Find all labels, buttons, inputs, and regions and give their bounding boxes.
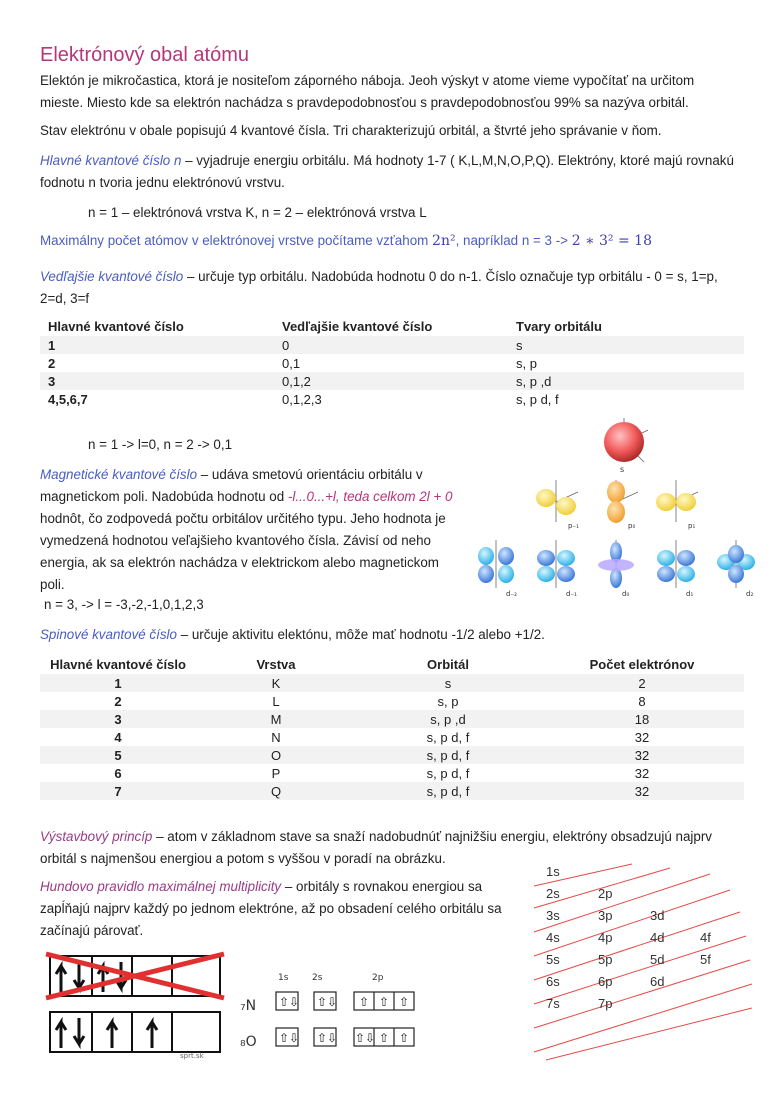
table-cell: s, p d, f xyxy=(426,729,470,745)
aufbau-cell: 7p xyxy=(598,996,613,1011)
table-row xyxy=(40,728,744,746)
spin-label: Spinové kvantové číslo xyxy=(40,627,177,642)
table-header: Vrstva xyxy=(256,656,296,672)
aufbau-text: – atom v základnom stave sa snaží nadobudnúť najnižšiu energiu, elektróny obsadzujú najprv orbitál s najmenšou energiou a potom s vyššou v poradí na obrázku. xyxy=(40,829,712,866)
table-cell: 3 xyxy=(40,710,196,728)
aufbau-cell: 4p xyxy=(598,930,613,945)
table-cell: 32 xyxy=(634,765,650,781)
table-cell: 2 xyxy=(540,674,744,692)
aufbau-cell: 3s xyxy=(546,908,560,923)
orbital-label-d: d₋₁ xyxy=(566,590,577,598)
table-header-row xyxy=(40,654,744,674)
orbital-box-diagram xyxy=(236,966,426,1056)
table-cell: 7 xyxy=(40,782,196,800)
svg-text:⇧⇩: ⇧⇩ xyxy=(317,1031,338,1045)
intro-paragraph-1: Elektón je mikročastica, ktorá je nositeľom záporného náboja. Jeoh výskyt v atome vieme vypočítať na určitom mieste. Miesto kde sa elektrón nachádza s pravdepodobnosťou s pravdepodobnosťou 99% sa nazýva orbitál. xyxy=(40,73,695,110)
svg-text:⇧⇩: ⇧⇩ xyxy=(279,995,300,1009)
table-cell: 1 xyxy=(40,674,196,692)
intro-paragraph-2: Stav elektrónu v obale popisujú 4 kvantové čísla. Tri charakterizujú orbitál, a štvrté jeho správanie v ňom. xyxy=(40,123,662,138)
table-cell: 0 xyxy=(274,336,508,354)
orbital-label-p: p₁ xyxy=(688,522,696,530)
element-label: ₈O xyxy=(240,1034,257,1050)
aufbau-cell: 1s xyxy=(546,864,560,879)
s-orbital-icon xyxy=(604,422,644,462)
aufbau-cell: 6d xyxy=(650,974,665,989)
max-electrons-paragraph xyxy=(40,230,740,252)
table-cell: 1 xyxy=(40,336,274,354)
table-cell: P xyxy=(271,765,281,781)
table-header: Orbitál xyxy=(427,656,469,672)
orbital-label-p: p₀ xyxy=(628,522,636,530)
table-cell: 3 xyxy=(40,372,274,390)
watermark: sprt.sk xyxy=(180,1052,204,1060)
magnetic-example: n = 3, -> l = -3,-2,-1,0,1,2,3 xyxy=(44,597,204,612)
page-title: Elektrónový obal atómu xyxy=(40,44,250,66)
table-cell: 32 xyxy=(540,746,744,764)
table-row xyxy=(40,674,744,692)
aufbau-arrows xyxy=(534,864,752,1060)
table-row xyxy=(40,336,744,354)
secondary-paragraph xyxy=(40,266,740,310)
svg-text:⇧: ⇧ xyxy=(399,995,410,1009)
table-cell: s, p d, f xyxy=(516,391,559,407)
table-cell: M xyxy=(196,710,356,728)
orbital-label-d: d₂ xyxy=(746,590,754,598)
orbital-shapes-figure xyxy=(470,412,782,602)
table-cell: 18 xyxy=(540,710,744,728)
aufbau-cell: 3d xyxy=(650,908,665,923)
aufbau-cell: 4d xyxy=(650,930,665,945)
table-header: Hlavné kvantové číslo xyxy=(48,318,184,334)
p-0-orbital-icon xyxy=(607,481,625,523)
aufbau-label: Výstavbový princíp xyxy=(40,829,153,844)
table-cell: s, p xyxy=(437,693,459,709)
table-cell: 32 xyxy=(634,729,650,745)
hund-text: – orbitály s rovnakou energiou sa zapĺňajú najprv každý po jednom elektróne, až po obsadení celého orbitálu sa začínajú párovať. xyxy=(40,879,502,938)
table-header: Vedľajšie kvantové číslo xyxy=(282,318,433,334)
svg-text:⇧: ⇧ xyxy=(379,1031,390,1045)
secondary-label: Vedľajšie kvantové číslo xyxy=(40,269,184,284)
table-cell: s xyxy=(356,674,540,692)
table-row xyxy=(40,782,744,800)
svg-text:⇧: ⇧ xyxy=(399,1031,410,1045)
secondary-text: – určuje typ orbitálu. Nadobúda hodnotu 0 do n-1. Číslo označuje typ orbitálu - 0 = s, 1=p, 2=d, 3=f xyxy=(40,269,718,306)
table-row xyxy=(40,390,744,408)
orbital-label-p: p₋₁ xyxy=(568,522,579,530)
table-cell: 4,5,6,7 xyxy=(48,391,88,407)
table-cell: 0,1,2,3 xyxy=(282,391,322,407)
max-example: , napríklad n = 3 -> xyxy=(455,233,572,248)
table-row xyxy=(40,372,744,390)
orbital-label-d: d₀ xyxy=(622,590,630,598)
spin-text: – určuje aktivitu elektónu, môže mať hodnotu -1/2 alebo +1/2. xyxy=(176,627,545,642)
table-cell: s, p d, f xyxy=(356,746,540,764)
orbital-label-d: d₋₂ xyxy=(506,590,517,598)
orbital-label-d: d₁ xyxy=(686,590,694,598)
aufbau-cell: 7s xyxy=(546,996,560,1011)
element-label: ₇N xyxy=(240,998,257,1014)
layers-table xyxy=(40,654,744,800)
principal-example: n = 1 – elektrónová vrstva K, n = 2 – elektrónová vrstva L xyxy=(88,205,427,220)
box-arrows xyxy=(279,995,409,1045)
table-row xyxy=(40,354,744,372)
table-row xyxy=(40,764,744,782)
table-cell: O xyxy=(196,746,356,764)
table-cell: L xyxy=(272,693,280,709)
magnetic-range: -l...0...+l, teda celkom 2l + 0 xyxy=(287,489,453,504)
spin-paragraph xyxy=(40,624,740,646)
aufbau-cell: 5d xyxy=(650,952,665,967)
hund-paragraph xyxy=(40,876,510,942)
table-header: Hlavné kvantové číslo xyxy=(50,656,186,672)
table-header: Tvary orbitálu xyxy=(516,318,602,334)
table-cell: 32 xyxy=(540,782,744,800)
box-header: 2s xyxy=(312,973,323,983)
table-cell: s, p ,d xyxy=(508,372,744,390)
table-row xyxy=(40,746,744,764)
secondary-example: n = 1 -> l=0, n = 2 -> 0,1 xyxy=(88,437,233,452)
svg-text:⇧: ⇧ xyxy=(379,995,390,1009)
table-cell: 2 xyxy=(48,355,56,371)
box-header: 2p xyxy=(372,973,384,983)
magnetic-text-1: – udáva smetovú orientáciu orbitálu v magnetickom poli. Nadobúda hodnotu od xyxy=(40,467,423,504)
table-cell: N xyxy=(271,729,281,745)
table-cell: s, p ,d xyxy=(356,710,540,728)
table-cell: 6 xyxy=(114,765,122,781)
aufbau-cell: 5p xyxy=(598,952,613,967)
wrong-cross-icon xyxy=(46,954,224,998)
table-cell: 0,1,2 xyxy=(274,372,508,390)
aufbau-cell: 5s xyxy=(546,952,560,967)
table-cell: s xyxy=(508,336,744,354)
hund-rule-figure xyxy=(44,950,230,1060)
table-cell: 4 xyxy=(114,729,122,745)
table-cell: 0,1 xyxy=(282,355,301,371)
principal-label: Hlavné kvantové číslo n xyxy=(40,153,182,168)
d-0-orbital-icon xyxy=(598,542,634,588)
svg-text:⇧⇩: ⇧⇩ xyxy=(355,1031,376,1045)
magnetic-label: Magnetické kvantové číslo xyxy=(40,467,198,482)
svg-text:⇧⇩: ⇧⇩ xyxy=(317,995,338,1009)
table-cell: Q xyxy=(196,782,356,800)
aufbau-cell: 2s xyxy=(546,886,560,901)
svg-text:⇧⇩: ⇧⇩ xyxy=(279,1031,300,1045)
box-header: 1s xyxy=(278,973,289,983)
max-formula: 2n² xyxy=(432,233,456,249)
aufbau-cell: 4s xyxy=(546,930,560,945)
aufbau-cell: 4f xyxy=(700,930,711,945)
principal-text: – vyjadruje energiu orbitálu. Má hodnoty 1-7 ( K,L,M,N,O,P,Q). Elektróny, ktoré majú rovnakú fodnotu n tvoria jednu elektrónovú vrstvu. xyxy=(40,153,734,190)
table-row xyxy=(40,710,744,728)
hund-label: Hundovo pravidlo maximálnej multiplicity xyxy=(40,879,282,894)
table-cell: 8 xyxy=(638,693,646,709)
table-cell: 2 xyxy=(114,693,122,709)
magnetic-text-2: hodnôt, čo zodpovedá počtu orbitálov určitého typu. Jeho hodnota je vymedzená hodnotou veľajšieho kvantového čísla. Závisí od neho energia, ak sa elektrón nachádza v elektrickom alebo magnetickom poli. xyxy=(40,511,446,592)
table-row xyxy=(40,692,744,710)
aufbau-cell: 3p xyxy=(598,908,613,923)
table-cell: 5 xyxy=(40,746,196,764)
svg-text:⇧: ⇧ xyxy=(359,995,370,1009)
principal-paragraph xyxy=(40,150,740,194)
aufbau-cell: 2p xyxy=(598,886,613,901)
table-cell: s, p d, f xyxy=(356,782,540,800)
orbital-label-s: s xyxy=(620,465,625,474)
table-cell: s, p d, f xyxy=(426,765,470,781)
aufbau-cell: 6p xyxy=(598,974,613,989)
aufbau-cell: 5f xyxy=(700,952,711,967)
aufbau-diagram xyxy=(520,860,760,1070)
table-header-row xyxy=(40,316,744,336)
max-text: Maximálny počet atómov v elektrónovej vrstve počítame vzťahom xyxy=(40,233,433,248)
table-header: Počet elektrónov xyxy=(589,656,695,672)
magnetic-paragraph xyxy=(40,464,454,596)
aufbau-cell: 6s xyxy=(546,974,560,989)
secondary-table xyxy=(40,316,744,408)
max-calc: 2 ∗ 3² = 18 xyxy=(571,233,652,249)
table-cell: s, p xyxy=(516,355,537,371)
table-cell: K xyxy=(196,674,356,692)
